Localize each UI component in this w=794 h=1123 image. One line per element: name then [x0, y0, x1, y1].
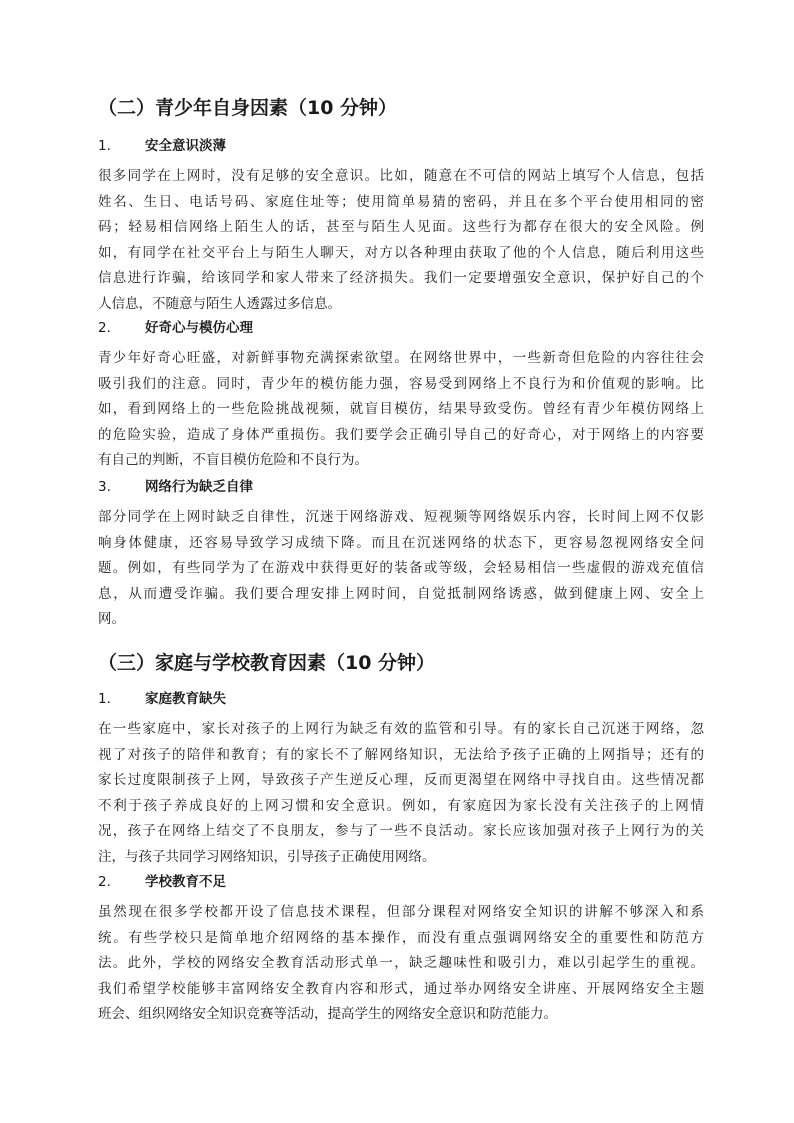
text-line: 统。有些学校只是简单地介绍网络的基本操作，而没有重点强调网络安全的重要性和防范方 — [98, 929, 704, 946]
text-line: 视了对孩子的陪伴和教育；有的家长不了解网络知识，无法给予孩子正确的上网指导；还有的 — [98, 746, 704, 763]
paragraph-school-education — [98, 900, 704, 1028]
text-line: 很多同学在上网时，没有足够的安全意识。比如，随意在不可信的网站上填写个人信息，包括 — [98, 168, 704, 184]
text-line: 虽然现在很多学校都开设了信息技术课程，但部分课程对网络安全知识的讲解不够深入和系 — [98, 904, 704, 920]
text-line: 息，从而遭受诈骗。我们要合理安排上网时间，自觉抵制网络诱惑，做到健康上网、安全上 — [98, 585, 704, 602]
subheading-number: 1. — [98, 691, 111, 707]
text-line: 如，看到网络上的一些危险挑战视频，就盲目模仿，结果导致受伤。曾经有青少年模仿网络上 — [98, 401, 704, 417]
text-line: 不利于孩子养成良好的上网习惯和安全意识。例如，有家庭因为家长没有关注孩子的上网情 — [98, 797, 704, 814]
subheading-label: 学校教育不足 — [145, 874, 226, 890]
subheading-number: 2. — [98, 874, 111, 890]
subheading-number: 3. — [98, 479, 111, 495]
text-line: 家长过度限制孩子上网，导致孩子产生逆反心理，反而更渴望在网络中寻找自由。这些情况都 — [98, 772, 704, 788]
text-line: 的危险实验，造成了身体严重损伤。我们要学会正确引导自己的好奇心，对于网络上的内容要 — [98, 426, 704, 443]
subheading-label: 家庭教育缺失 — [145, 691, 226, 707]
text-line: 有自己的判断，不盲目模仿危险和不良行为。 — [98, 452, 368, 468]
text-line: 码；轻易相信网络上陌生人的话，甚至与陌生人见面。这些行为都存在很大的安全风险。例 — [98, 219, 704, 235]
text-line: 信息进行诈骗，给该同学和家人带来了经济损失。我们一定要增强安全意识，保护好自己的个 — [98, 270, 704, 286]
text-line: 人信息，不随意与陌生人透露过多信息。 — [98, 295, 341, 312]
text-line: 部分同学在上网时缺乏自律性，沉迷于网络游戏、短视频等网络娱乐内容，长时间上网不仅影 — [98, 509, 704, 525]
subheading-label: 安全意识淡薄 — [145, 138, 226, 154]
text-line: 响身体健康，还容易导致学习成绩下降。而且在沉迷网络的状态下，更容易忽视网络安全问 — [98, 534, 704, 551]
text-line: 我们希望学校能够丰富网络安全教育内容和形式，通过举办网络安全讲座、开展网络安全主题 — [98, 980, 704, 997]
text-line: 法。此外，学校的网络安全教育活动形式单一，缺乏趣味性和吸引力，难以引起学生的重视。 — [98, 955, 704, 971]
text-line: 姓名、生日、电话号码、家庭住址等；使用简单易猜的密码，并且在多个平台使用相同的密 — [98, 193, 704, 210]
paragraph-security-awareness — [98, 164, 704, 317]
paragraph-curiosity — [98, 346, 704, 474]
subheading-number: 2. — [98, 320, 111, 336]
text-line: 网。 — [98, 611, 125, 627]
text-line: 班会、组织网络安全知识竞赛等活动，提高学生的网络安全意识和防范能力。 — [98, 1006, 557, 1022]
text-line: 在一些家庭中，家长对孩子的上网行为缺乏有效的监管和引导。有的家长自己沉迷于网络，忽 — [98, 721, 704, 737]
text-line: 题。例如，有些同学为了在游戏中获得更好的装备或等级，会轻易相信一些虚假的游戏充值信 — [98, 560, 704, 576]
text-line: 吸引我们的注意。同时，青少年的模仿能力强，容易受到网络上不良行为和价值观的影响。比 — [98, 375, 704, 392]
text-line: 况，孩子在网络上结交了不良朋友，参与了一些不良活动。家长应该加强对孩子上网行为的关 — [98, 823, 704, 839]
section-title-2: （二）青少年自身因素（10 分钟） — [98, 97, 398, 119]
subheading-number: 1. — [98, 138, 111, 154]
subheading-label: 网络行为缺乏自律 — [145, 479, 253, 495]
section-title-3: （三）家庭与学校教育因素（10 分钟） — [98, 652, 436, 674]
subheading-label: 好奇心与模仿心理 — [145, 320, 253, 336]
paragraph-family-education — [98, 717, 704, 870]
text-line: 如，有同学在社交平台上与陌生人聊天，对方以各种理由获取了他的个人信息，随后利用这些 — [98, 244, 704, 261]
text-line: 注，与孩子共同学习网络知识，引导孩子正确使用网络。 — [98, 848, 436, 865]
text-line: 青少年好奇心旺盛，对新鲜事物充满探索欲望。在网络世界中，一些新奇但危险的内容往往会 — [98, 350, 704, 366]
paragraph-self-discipline — [98, 505, 704, 633]
